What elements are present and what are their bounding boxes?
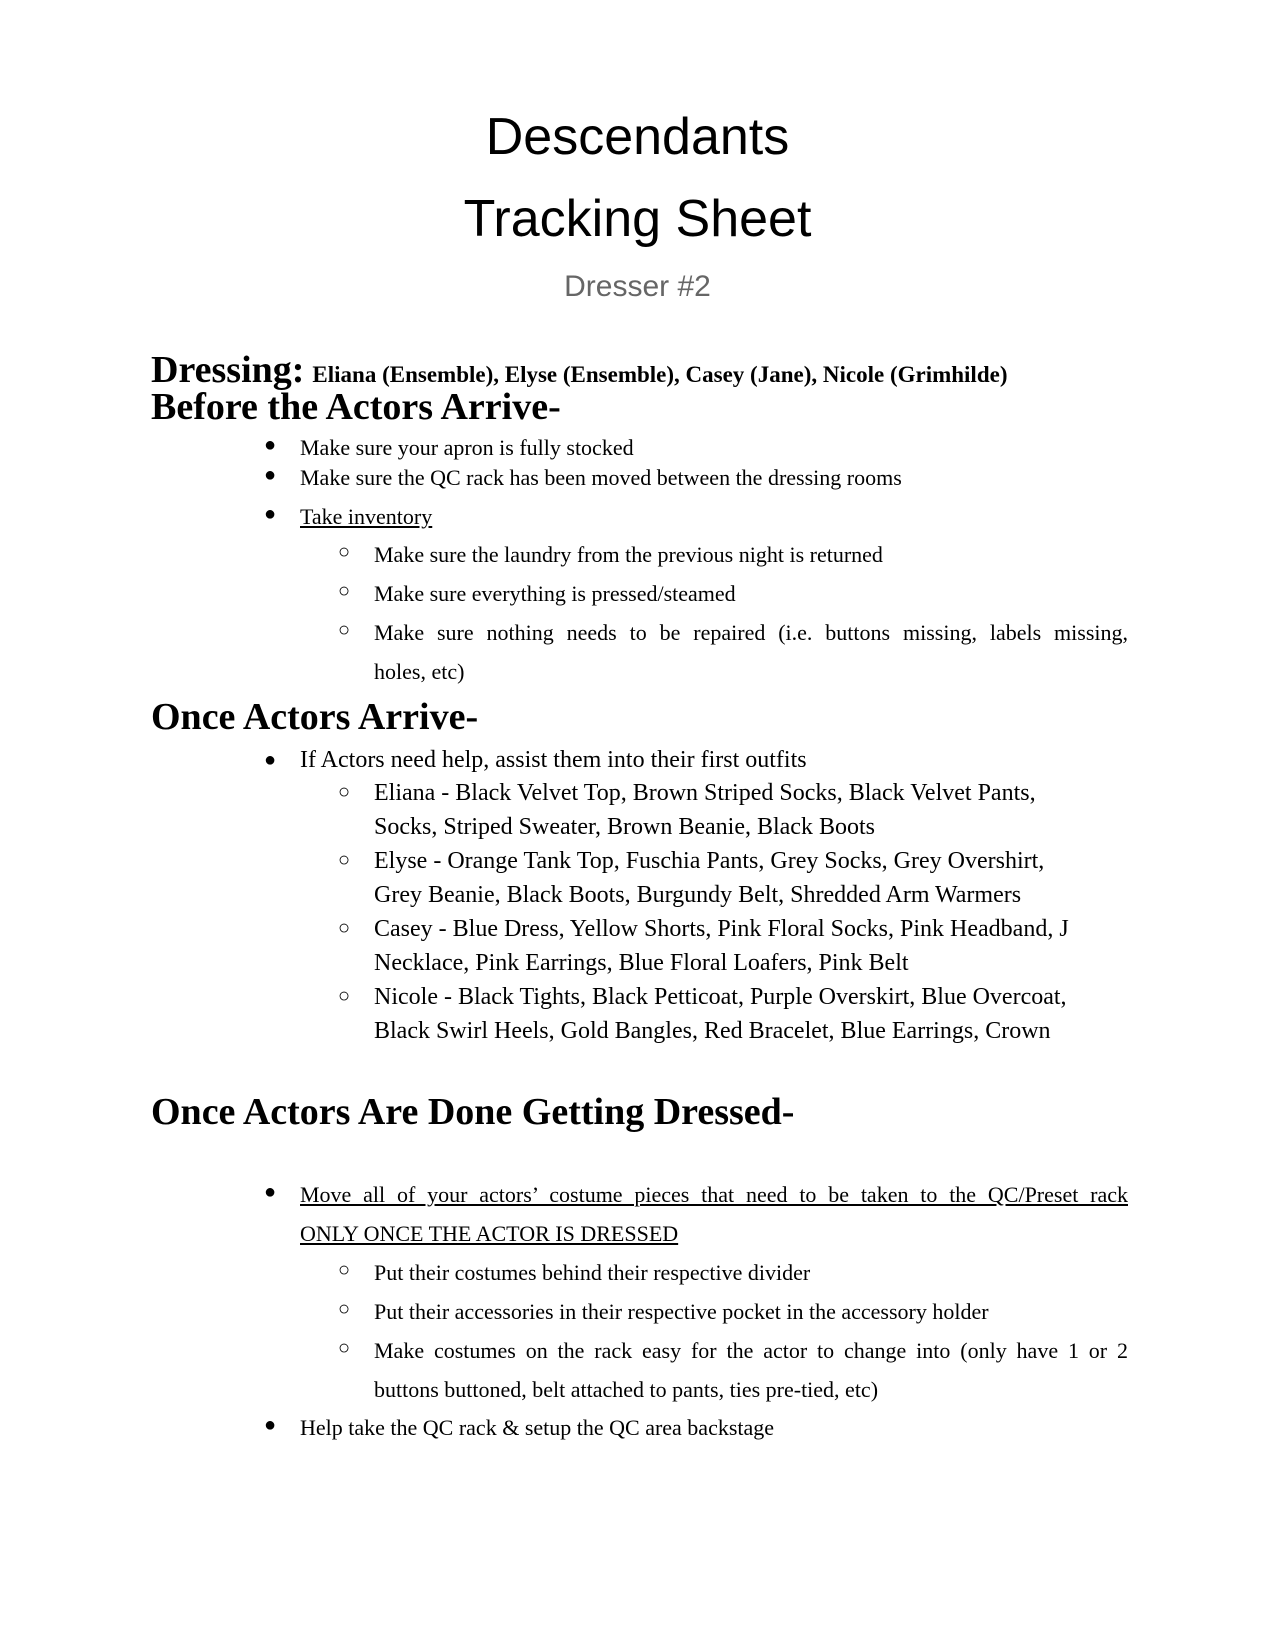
circle-bullet-icon: ○ [337,1337,351,1359]
outfit-casey-line-2: Necklace, Pink Earrings, Blue Floral Loafers, Pink Belt [374,950,909,976]
list-item-take-inventory: Take inventory [300,504,433,529]
dressing-label: Dressing: [151,349,305,391]
sub-list-item: Make costumes on the rack easy for the actor to change into (only have 1 or 2 [374,1338,1128,1363]
dressing-actors: Eliana (Ensemble), Elyse (Ensemble), Casey (Jane), Nicole (Grimhilde) [312,362,1008,387]
sub-list-item: Make sure everything is pressed/steamed [374,581,736,606]
subtitle: Dresser #2 [564,270,711,303]
circle-bullet-icon: ○ [337,619,351,641]
bullet-icon: ● [263,434,277,456]
sub-list-item-continued: buttons buttoned, belt attached to pants, ties pre-tied, etc) [374,1377,879,1402]
bullet-icon: ● [263,1181,277,1203]
bullet-icon: ● [263,464,277,486]
circle-bullet-icon: ○ [337,1298,351,1320]
title-line-2: Tracking Sheet [463,190,812,248]
sub-list-item: Make sure nothing needs to be repaired (i.e. buttons missing, labels missing, [374,620,1128,645]
section-heading-done-dressed: Once Actors Are Done Getting Dressed- [151,1091,795,1133]
circle-bullet-icon: ○ [337,917,351,939]
section-heading-before-arrive: Before the Actors Arrive- [151,386,561,428]
outfit-eliana-line-1: Eliana - Black Velvet Top, Brown Striped Socks, Black Velvet Pants, [374,780,1036,806]
list-item-move-pieces-continued: ONLY ONCE THE ACTOR IS DRESSED [300,1221,679,1246]
circle-bullet-icon: ○ [337,781,351,803]
outfit-elyse-line-2: Grey Beanie, Black Boots, Burgundy Belt, Shredded Arm Warmers [374,882,1022,908]
sub-list-item-continued: holes, etc) [374,659,465,684]
list-item: Make sure the QC rack has been moved between the dressing rooms [300,465,902,490]
circle-bullet-icon: ○ [337,541,351,563]
section-heading-once-arrive: Once Actors Arrive- [151,696,479,738]
bullet-icon: ● [263,503,277,525]
list-item: If Actors need help, assist them into their first outfits [300,747,807,773]
outfit-casey-line-1: Casey - Blue Dress, Yellow Shorts, Pink Floral Socks, Pink Headband, J [374,916,1069,942]
circle-bullet-icon: ○ [337,849,351,871]
sub-list-item: Put their accessories in their respective pocket in the accessory holder [374,1299,989,1324]
list-item: Help take the QC rack & setup the QC area backstage [300,1415,775,1440]
circle-bullet-icon: ○ [337,985,351,1007]
outfit-eliana-line-2: Socks, Striped Sweater, Brown Beanie, Black Boots [374,814,875,840]
bullet-icon: ● [263,1414,277,1436]
circle-bullet-icon: ○ [337,1259,351,1281]
list-item-move-pieces: Move all of your actors’ costume pieces that need to be taken to the QC/Preset rack [300,1182,1128,1207]
list-item: Make sure your apron is fully stocked [300,435,634,460]
outfit-nicole-line-1: Nicole - Black Tights, Black Petticoat, Purple Overskirt, Blue Overcoat, [374,984,1067,1010]
sub-list-item: Make sure the laundry from the previous night is returned [374,542,883,567]
bullet-icon: ● [263,749,277,771]
outfit-nicole-line-2: Black Swirl Heels, Gold Bangles, Red Bracelet, Blue Earrings, Crown [374,1018,1051,1044]
circle-bullet-icon: ○ [337,580,351,602]
sub-list-item: Put their costumes behind their respective divider [374,1260,811,1285]
outfit-elyse-line-1: Elyse - Orange Tank Top, Fuschia Pants, Grey Socks, Grey Overshirt, [374,848,1045,874]
title-line-1: Descendants [485,108,790,166]
